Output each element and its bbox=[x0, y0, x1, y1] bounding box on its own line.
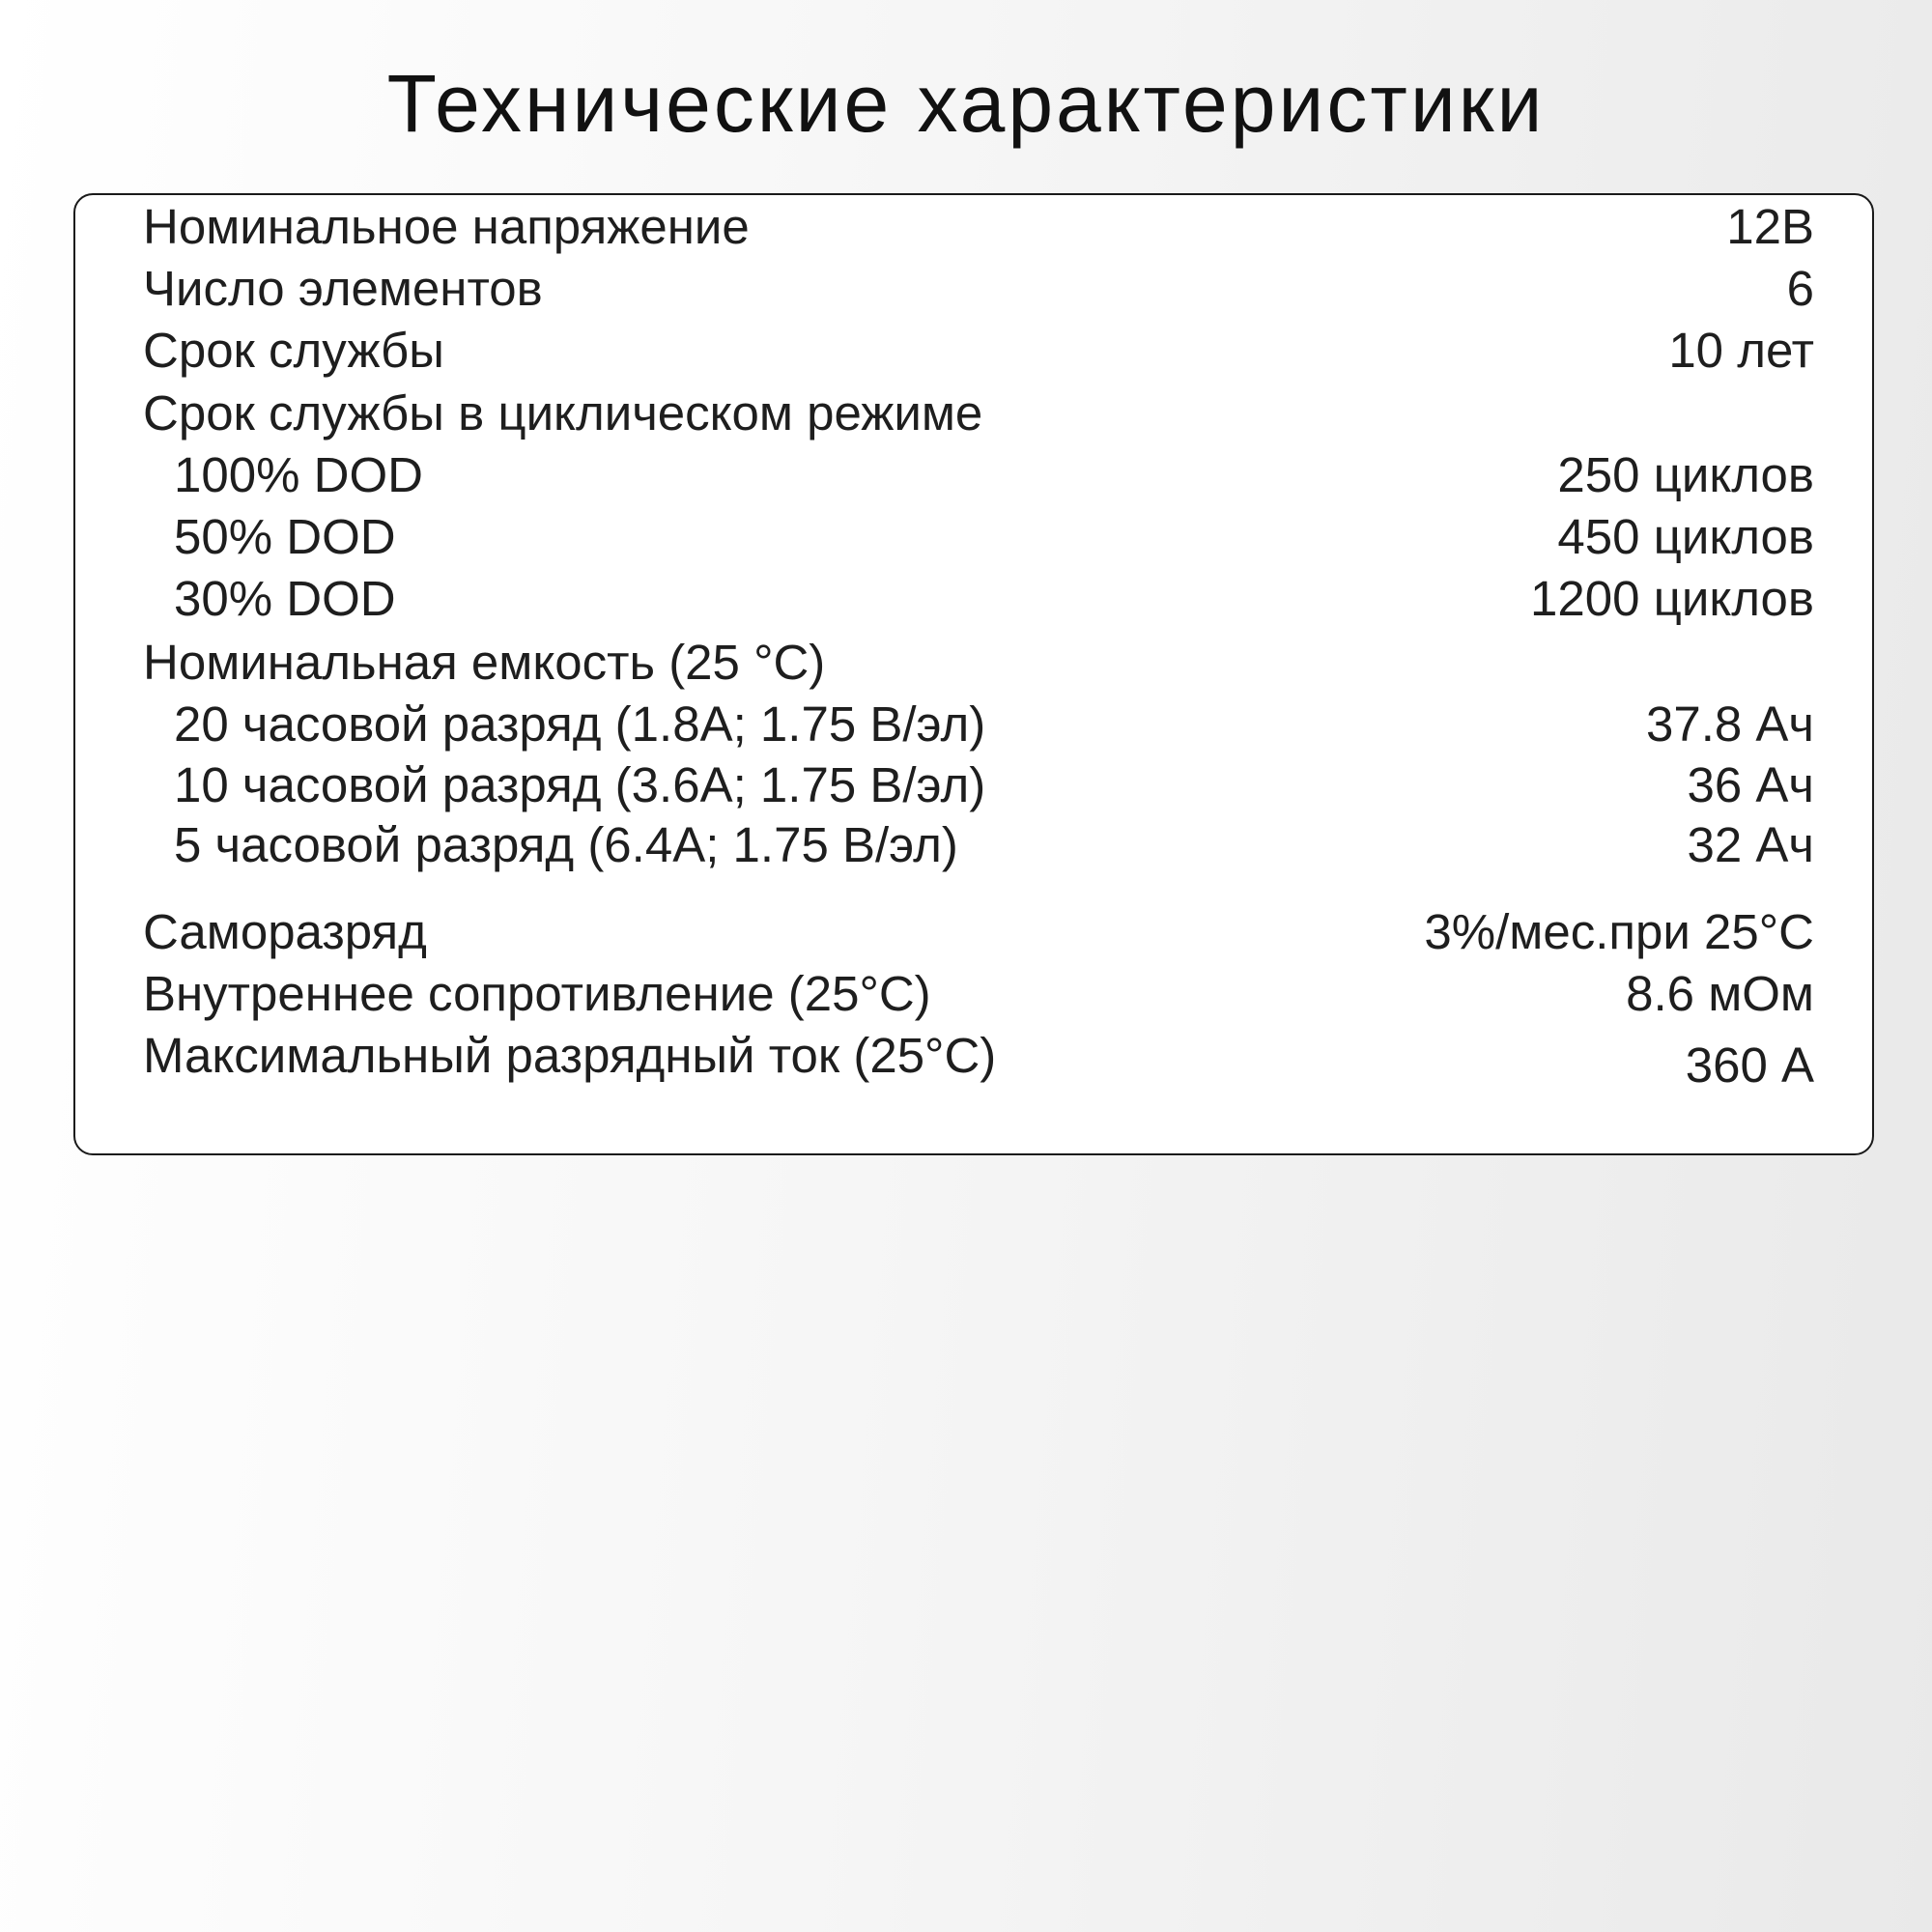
spec-label: 10 часовой разряд (3.6А; 1.75 В/эл) bbox=[174, 757, 986, 812]
spec-value: 32 Ач bbox=[1687, 817, 1814, 872]
spec-label: 20 часовой разряд (1.8А; 1.75 В/эл) bbox=[174, 696, 986, 752]
spec-row-dod-30 bbox=[143, 568, 1814, 630]
spec-row-capacity-5h bbox=[143, 814, 1814, 876]
spec-value: 10 лет bbox=[1668, 323, 1814, 378]
spec-row-nominal-voltage bbox=[143, 196, 1814, 258]
spec-value: 250 циклов bbox=[1557, 447, 1814, 502]
spec-row-self-discharge bbox=[143, 901, 1814, 963]
spec-label: Срок службы bbox=[143, 323, 444, 378]
spec-label: Внутреннее сопротивление (25°С) bbox=[143, 966, 931, 1021]
spec-label: 30% DOD bbox=[174, 571, 396, 626]
spec-value: 8.6 мОм bbox=[1626, 966, 1814, 1021]
spec-value: 1200 циклов bbox=[1530, 571, 1814, 626]
spec-value: 3%/мес.при 25°C bbox=[1424, 904, 1814, 959]
spec-label: Число элементов bbox=[143, 261, 543, 316]
spec-value: 37.8 Ач bbox=[1645, 696, 1814, 752]
spec-label: Саморазряд bbox=[143, 904, 427, 959]
spec-row-capacity-heading bbox=[143, 632, 1814, 694]
spec-value: 36 Ач bbox=[1687, 757, 1814, 812]
spec-label: 5 часовой разряд (6.4А; 1.75 В/эл) bbox=[174, 817, 958, 872]
spec-value: 12В bbox=[1726, 199, 1814, 254]
spec-row-dod-100 bbox=[143, 444, 1814, 506]
spec-value: 360 А bbox=[1685, 1037, 1814, 1093]
spec-label: 100% DOD bbox=[174, 447, 423, 502]
spec-label: Номинальная емкость (25 °C) bbox=[143, 635, 826, 690]
spec-row-cyclic-life-heading bbox=[143, 383, 1814, 444]
spec-label: 50% DOD bbox=[174, 509, 396, 564]
spec-row-internal-resistance bbox=[143, 963, 1814, 1025]
spec-value: 6 bbox=[1786, 261, 1814, 316]
spec-row-service-life bbox=[143, 320, 1814, 382]
spec-row-max-discharge-current bbox=[143, 1025, 1814, 1093]
spec-label: Номинальное напряжение bbox=[143, 199, 750, 254]
spec-row-capacity-20h bbox=[143, 694, 1814, 755]
spec-label: Срок службы в циклическом режиме bbox=[143, 385, 983, 440]
spec-card bbox=[73, 193, 1874, 1155]
spec-value: 450 циклов bbox=[1557, 509, 1814, 564]
spec-row-cell-count bbox=[143, 258, 1814, 320]
spec-row-capacity-10h bbox=[143, 754, 1814, 816]
spec-row-dod-50 bbox=[143, 506, 1814, 568]
spec-label: Максимальный разрядный ток (25°С) bbox=[143, 1028, 997, 1083]
page-title: Технические характеристики bbox=[386, 58, 1546, 149]
